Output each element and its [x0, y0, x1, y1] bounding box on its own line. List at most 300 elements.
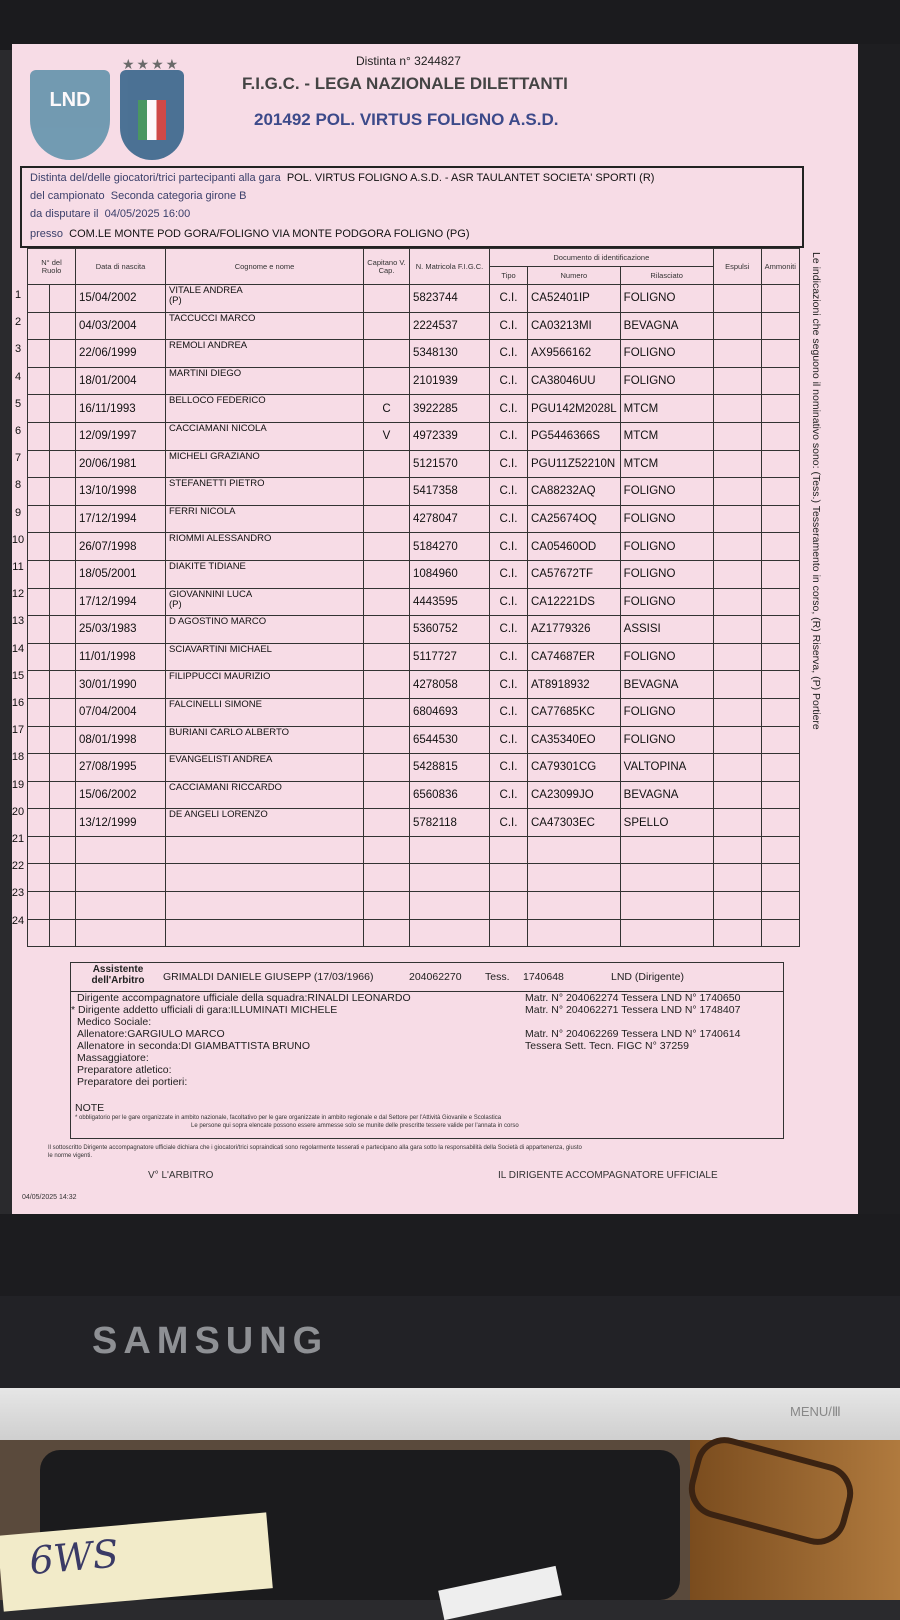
cell — [28, 726, 50, 754]
doc-issuer: ASSISI — [620, 616, 713, 644]
fine-print-4: le norme vigenti. — [48, 1153, 93, 1159]
player-name-text: DE ANGELI LORENZO — [169, 809, 268, 821]
doc-number — [528, 864, 621, 892]
row-number: 9 — [14, 506, 22, 519]
player-name-text: REMOLI ANDREA — [169, 340, 248, 352]
ammoniti-cell — [761, 643, 799, 671]
doc-issuer: FOLIGNO — [620, 505, 713, 533]
row-number: 4 — [14, 370, 22, 383]
matricola: 4972339 — [410, 422, 490, 450]
captain-mark — [364, 726, 410, 754]
doc-issuer: MTCM — [620, 422, 713, 450]
doc-issuer: MTCM — [620, 395, 713, 423]
doc-type: C.I. — [490, 698, 528, 726]
player-name — [166, 781, 364, 809]
ammoniti-cell — [761, 588, 799, 616]
captain-mark — [364, 754, 410, 782]
doc-type: C.I. — [490, 588, 528, 616]
matricola — [410, 864, 490, 892]
matricola: 2101939 — [410, 367, 490, 395]
birth-date — [76, 919, 166, 947]
figc-logo — [120, 70, 184, 160]
player-name — [166, 505, 364, 533]
row-number: 12 — [11, 588, 25, 601]
row-number: 2 — [14, 316, 22, 329]
matricola: 6804693 — [410, 698, 490, 726]
cell — [50, 450, 76, 478]
doc-issuer: BEVAGNA — [620, 671, 713, 699]
birth-date: 12/09/1997 — [76, 422, 166, 450]
col-nome: Cognome e nome — [166, 249, 364, 285]
cell — [28, 588, 50, 616]
player-name — [166, 698, 364, 726]
referee-signature-label: V° L'ARBITRO — [148, 1170, 214, 1181]
player-name-text: BURIANI CARLO ALBERTO — [169, 726, 290, 738]
table-row — [28, 450, 800, 478]
players-table — [27, 248, 800, 947]
doc-type: C.I. — [490, 395, 528, 423]
doc-type: C.I. — [490, 285, 528, 313]
row-number: 22 — [11, 860, 25, 873]
staff-allenatore: Allenatore:GARGIULO MARCO — [77, 1028, 225, 1040]
doc-issuer: BEVAGNA — [620, 781, 713, 809]
birth-date: 08/01/1998 — [76, 726, 166, 754]
doc-number: CA38046UU — [528, 367, 621, 395]
espulsi-cell — [713, 560, 761, 588]
venue-value: COM.LE MONTE POD GORA/FOLIGNO VIA MONTE PODGORA FOLIGNO (PG) — [69, 228, 470, 240]
player-tag: (P) — [169, 598, 182, 610]
doc-issuer: FOLIGNO — [620, 560, 713, 588]
doc-number: CA52401IP — [528, 285, 621, 313]
date-label: da disputare il — [30, 208, 99, 220]
cell — [28, 450, 50, 478]
row-number: 5 — [14, 397, 22, 410]
doc-issuer — [620, 892, 713, 920]
row-number: 8 — [14, 479, 22, 492]
table-row — [28, 285, 800, 313]
espulsi-cell — [713, 671, 761, 699]
doc-number: PGU11Z52210N — [528, 450, 621, 478]
cell — [50, 367, 76, 395]
player-name — [166, 312, 364, 340]
table-row — [28, 616, 800, 644]
sticky-note-text: 6WS — [27, 1531, 121, 1584]
cell — [28, 505, 50, 533]
figc-stars-icon: ★★★★ — [122, 56, 181, 72]
player-name-text: MARTINI DIEGO — [169, 367, 242, 379]
cell — [50, 726, 76, 754]
cell — [50, 643, 76, 671]
player-name-text: FILIPPUCCI MAURIZIO — [169, 671, 271, 683]
espulsi-cell — [713, 726, 761, 754]
cell — [50, 864, 76, 892]
birth-date: 15/06/2002 — [76, 781, 166, 809]
staff-allenatore-matr: Matr. N° 204062269 Tessera LND N° 1740614 — [525, 1028, 741, 1040]
espulsi-cell — [713, 340, 761, 368]
staff-allenatore-seconda: Allenatore in seconda:DI GIAMBATTISTA BRUNO — [77, 1040, 311, 1052]
espulsi-cell — [713, 395, 761, 423]
matricola — [410, 919, 490, 947]
staff-dirigente: Dirigente accompagnatore ufficiale della squadra:RINALDI LEONARDO — [77, 992, 411, 1004]
doc-issuer: FOLIGNO — [620, 285, 713, 313]
row-number: 18 — [11, 751, 25, 764]
birth-date: 22/06/1999 — [76, 340, 166, 368]
doc-issuer — [620, 919, 713, 947]
assistant-row — [70, 962, 784, 992]
doc-type: C.I. — [490, 367, 528, 395]
doc-issuer: FOLIGNO — [620, 726, 713, 754]
player-name-text: MICHELI GRAZIANO — [169, 450, 260, 462]
matricola: 1084960 — [410, 560, 490, 588]
player-name — [166, 892, 364, 920]
table-row — [28, 919, 800, 947]
doc-type: C.I. — [490, 340, 528, 368]
table-row — [28, 478, 800, 506]
matricola: 5121570 — [410, 450, 490, 478]
col-matricola: N. Matricola F.I.G.C. — [410, 249, 490, 285]
espulsi-cell — [713, 285, 761, 313]
doc-number: CA23099JO — [528, 781, 621, 809]
captain-mark — [364, 616, 410, 644]
assistant-label: Assistente dell'Arbitro — [91, 964, 145, 986]
ammoniti-cell — [761, 781, 799, 809]
assistant-rilasciato: LND (Dirigente) — [611, 971, 684, 983]
doc-number: CA88232AQ — [528, 478, 621, 506]
player-name-text: STEFANETTI PIETRO — [169, 478, 265, 490]
ammoniti-cell — [761, 395, 799, 423]
espulsi-cell — [713, 478, 761, 506]
birth-date: 13/10/1998 — [76, 478, 166, 506]
doc-issuer: BEVAGNA — [620, 312, 713, 340]
player-name — [166, 919, 364, 947]
doc-number — [528, 836, 621, 864]
monitor-bezel-top — [0, 0, 900, 50]
row-number: 1 — [14, 289, 22, 301]
team-title: 201492 POL. VIRTUS FOLIGNO A.S.D. — [254, 110, 559, 129]
cell — [50, 395, 76, 423]
birth-date: 30/01/1990 — [76, 671, 166, 699]
cell — [28, 892, 50, 920]
cell — [28, 809, 50, 837]
cell — [28, 864, 50, 892]
cell — [50, 285, 76, 313]
staff-addetto: * Dirigente addetto ufficiali di gara:ILLUMINATI MICHELE — [71, 1004, 338, 1016]
doc-type: C.I. — [490, 312, 528, 340]
table-row — [28, 422, 800, 450]
cell — [28, 754, 50, 782]
matricola: 5360752 — [410, 616, 490, 644]
ammoniti-cell — [761, 892, 799, 920]
table-row — [28, 726, 800, 754]
cell — [28, 671, 50, 699]
player-name — [166, 285, 364, 313]
player-name — [166, 340, 364, 368]
staff-addetto-matr: Matr. N° 204062271 Tessera LND N° 1748407 — [525, 1004, 741, 1016]
row-number: 7 — [14, 452, 22, 465]
doc-type: C.I. — [490, 809, 528, 837]
doc-issuer: FOLIGNO — [620, 340, 713, 368]
doc-type: C.I. — [490, 781, 528, 809]
table-row — [28, 367, 800, 395]
print-timestamp: 04/05/2025 14:32 — [22, 1194, 77, 1201]
birth-date: 17/12/1994 — [76, 505, 166, 533]
birth-date: 27/08/1995 — [76, 754, 166, 782]
espulsi-cell — [713, 588, 761, 616]
col-tipo: Tipo — [490, 267, 528, 285]
birth-date: 11/01/1998 — [76, 643, 166, 671]
doc-number: CA12221DS — [528, 588, 621, 616]
espulsi-cell — [713, 919, 761, 947]
cell — [28, 781, 50, 809]
captain-mark — [364, 533, 410, 561]
player-name — [166, 367, 364, 395]
doc-type: C.I. — [490, 450, 528, 478]
doc-type — [490, 864, 528, 892]
col-espulsi: Espulsi — [713, 249, 761, 285]
doc-type: C.I. — [490, 754, 528, 782]
doc-number: CA79301CG — [528, 754, 621, 782]
captain-mark — [364, 919, 410, 947]
cell — [50, 312, 76, 340]
player-name — [166, 836, 364, 864]
ammoniti-cell — [761, 450, 799, 478]
player-name — [166, 643, 364, 671]
captain-mark — [364, 643, 410, 671]
row-number: 13 — [11, 615, 25, 628]
player-name-text: BELLOCO FEDERICO — [169, 395, 266, 407]
date-value: 04/05/2025 16:00 — [104, 208, 191, 220]
ammoniti-cell — [761, 809, 799, 837]
doc-number: PGU142M2028L — [528, 395, 621, 423]
espulsi-cell — [713, 864, 761, 892]
doc-number: CA03213MI — [528, 312, 621, 340]
championship-value: Seconda categoria girone B — [110, 190, 247, 202]
player-name-text: D AGOSTINO MARCO — [169, 616, 267, 628]
menu-button[interactable]: MENU/Ⅲ — [790, 1404, 841, 1419]
espulsi-cell — [713, 754, 761, 782]
doc-type: C.I. — [490, 505, 528, 533]
player-name-text: RIOMMI ALESSANDRO — [169, 533, 272, 545]
birth-date — [76, 892, 166, 920]
player-name-text: FERRI NICOLA — [169, 505, 236, 517]
row-number: 15 — [11, 669, 25, 682]
fine-print-1: * obbligatorio per le gare organizzate in ambito nazionale, facoltativo per le gare organizzate in ambito regionale e dal Settore per l'Attività Giovanile e Scolastica — [75, 1115, 502, 1121]
captain-mark — [364, 588, 410, 616]
cell — [28, 312, 50, 340]
matricola: 2224537 — [410, 312, 490, 340]
assistant-matricola: 204062270 — [409, 971, 462, 983]
ammoniti-cell — [761, 836, 799, 864]
monitor-base — [0, 1388, 900, 1440]
cell — [50, 533, 76, 561]
captain-mark: V — [364, 422, 410, 450]
cell — [50, 505, 76, 533]
table-row — [28, 892, 800, 920]
player-name — [166, 616, 364, 644]
cell — [28, 698, 50, 726]
birth-date: 15/04/2002 — [76, 285, 166, 313]
cell — [50, 698, 76, 726]
staff-allenatore-seconda-tess: Tessera Sett. Tecn. FIGC N° 37259 — [525, 1040, 689, 1052]
birth-date — [76, 836, 166, 864]
doc-type: C.I. — [490, 560, 528, 588]
espulsi-cell — [713, 505, 761, 533]
doc-issuer: FOLIGNO — [620, 698, 713, 726]
player-name — [166, 588, 364, 616]
row-number: 24 — [11, 914, 25, 927]
staff-box — [70, 990, 784, 1139]
birth-date: 25/03/1983 — [76, 616, 166, 644]
venue-line — [30, 228, 469, 240]
matricola: 4443595 — [410, 588, 490, 616]
matricola: 5782118 — [410, 809, 490, 837]
espulsi-cell — [713, 836, 761, 864]
italian-flag-icon — [138, 100, 166, 140]
captain-mark — [364, 285, 410, 313]
doc-number: CA35340EO — [528, 726, 621, 754]
captain-mark — [364, 698, 410, 726]
doc-issuer: MTCM — [620, 450, 713, 478]
captain-mark — [364, 892, 410, 920]
col-nascita: Data di nascita — [76, 249, 166, 285]
table-row — [28, 864, 800, 892]
ammoniti-cell — [761, 864, 799, 892]
espulsi-cell — [713, 781, 761, 809]
cell — [28, 285, 50, 313]
matricola — [410, 836, 490, 864]
cell — [28, 643, 50, 671]
cell — [28, 367, 50, 395]
fine-print-2: Le persone qui sopra elencate possono essere ammesse solo se munite delle prescritte tessere valide per l'annata in corso — [191, 1123, 519, 1129]
ammoniti-cell — [761, 726, 799, 754]
staff-medico: Medico Sociale: — [77, 1016, 152, 1028]
matricola: 5417358 — [410, 478, 490, 506]
espulsi-cell — [713, 892, 761, 920]
ammoniti-cell — [761, 422, 799, 450]
cell — [50, 892, 76, 920]
ammoniti-cell — [761, 285, 799, 313]
player-name — [166, 809, 364, 837]
monitor-bezel-right — [858, 44, 900, 1214]
staff-preparatore-portieri: Preparatore dei portieri: — [77, 1076, 188, 1088]
col-documento: Documento di identificazione — [490, 249, 714, 267]
cell — [50, 671, 76, 699]
notes-label: NOTE — [75, 1102, 105, 1114]
doc-type: C.I. — [490, 643, 528, 671]
doc-number: CA05460OD — [528, 533, 621, 561]
birth-date: 16/11/1993 — [76, 395, 166, 423]
player-name — [166, 726, 364, 754]
match-name: POL. VIRTUS FOLIGNO A.S.D. - ASR TAULANTET SOCIETA' SPORTI (R) — [286, 172, 655, 184]
cell — [50, 478, 76, 506]
captain-mark — [364, 505, 410, 533]
doc-number: PG5446366S — [528, 422, 621, 450]
birth-date: 17/12/1994 — [76, 588, 166, 616]
table-row — [28, 588, 800, 616]
player-name — [166, 478, 364, 506]
player-name-text: VITALE ANDREA — [169, 285, 243, 296]
captain-mark — [364, 836, 410, 864]
samsung-logo: SAMSUNG — [92, 1320, 329, 1362]
ammoniti-cell — [761, 698, 799, 726]
doc-number: AX9566162 — [528, 340, 621, 368]
cell — [28, 478, 50, 506]
table-row — [28, 809, 800, 837]
matricola: 5348130 — [410, 340, 490, 368]
table-row — [28, 395, 800, 423]
birth-date: 18/05/2001 — [76, 560, 166, 588]
cell — [50, 560, 76, 588]
cell — [28, 340, 50, 368]
cell — [50, 781, 76, 809]
row-number: 23 — [11, 887, 25, 900]
cell — [50, 836, 76, 864]
doc-issuer: FOLIGNO — [620, 367, 713, 395]
player-name-text: FALCINELLI SIMONE — [169, 698, 262, 710]
matricola: 4278047 — [410, 505, 490, 533]
doc-number — [528, 919, 621, 947]
doc-type: C.I. — [490, 422, 528, 450]
doc-issuer: FOLIGNO — [620, 643, 713, 671]
cell — [28, 422, 50, 450]
col-ruolo: N° del Ruolo — [28, 249, 76, 285]
matricola: 5117727 — [410, 643, 490, 671]
cell — [50, 588, 76, 616]
ammoniti-cell — [761, 560, 799, 588]
date-line — [30, 208, 190, 220]
player-name — [166, 560, 364, 588]
cell — [28, 395, 50, 423]
espulsi-cell — [713, 698, 761, 726]
player-name — [166, 864, 364, 892]
doc-type: C.I. — [490, 616, 528, 644]
table-row — [28, 505, 800, 533]
staff-massaggiatore: Massaggiatore: — [77, 1052, 149, 1064]
cell — [28, 836, 50, 864]
birth-date: 13/12/1999 — [76, 809, 166, 837]
cell — [28, 560, 50, 588]
official-signature-label: IL DIRIGENTE ACCOMPAGNATORE UFFICIALE — [498, 1170, 718, 1181]
doc-number: AT8918932 — [528, 671, 621, 699]
player-name-text: DIAKITE TIDIANE — [169, 560, 246, 572]
table-row — [28, 560, 800, 588]
lnd-logo-text: LND — [49, 89, 91, 111]
ammoniti-cell — [761, 478, 799, 506]
cell — [28, 616, 50, 644]
doc-type — [490, 892, 528, 920]
player-name-text: TACCUCCI MARCO — [169, 312, 256, 324]
doc-type: C.I. — [490, 478, 528, 506]
table-row — [28, 643, 800, 671]
doc-type — [490, 919, 528, 947]
col-capitano: Capitano V. Cap. — [364, 249, 410, 285]
birth-date: 18/01/2004 — [76, 367, 166, 395]
row-number: 14 — [11, 642, 25, 655]
captain-mark — [364, 864, 410, 892]
captain-mark — [364, 809, 410, 837]
table-row — [28, 340, 800, 368]
ammoniti-cell — [761, 312, 799, 340]
cell — [50, 809, 76, 837]
espulsi-cell — [713, 422, 761, 450]
player-name-text: EVANGELISTI ANDREA — [169, 754, 273, 766]
ammoniti-cell — [761, 919, 799, 947]
match-info-line — [30, 172, 654, 184]
venue-label: presso — [30, 228, 64, 240]
ammoniti-cell — [761, 754, 799, 782]
player-name — [166, 422, 364, 450]
matricola: 5428815 — [410, 754, 490, 782]
